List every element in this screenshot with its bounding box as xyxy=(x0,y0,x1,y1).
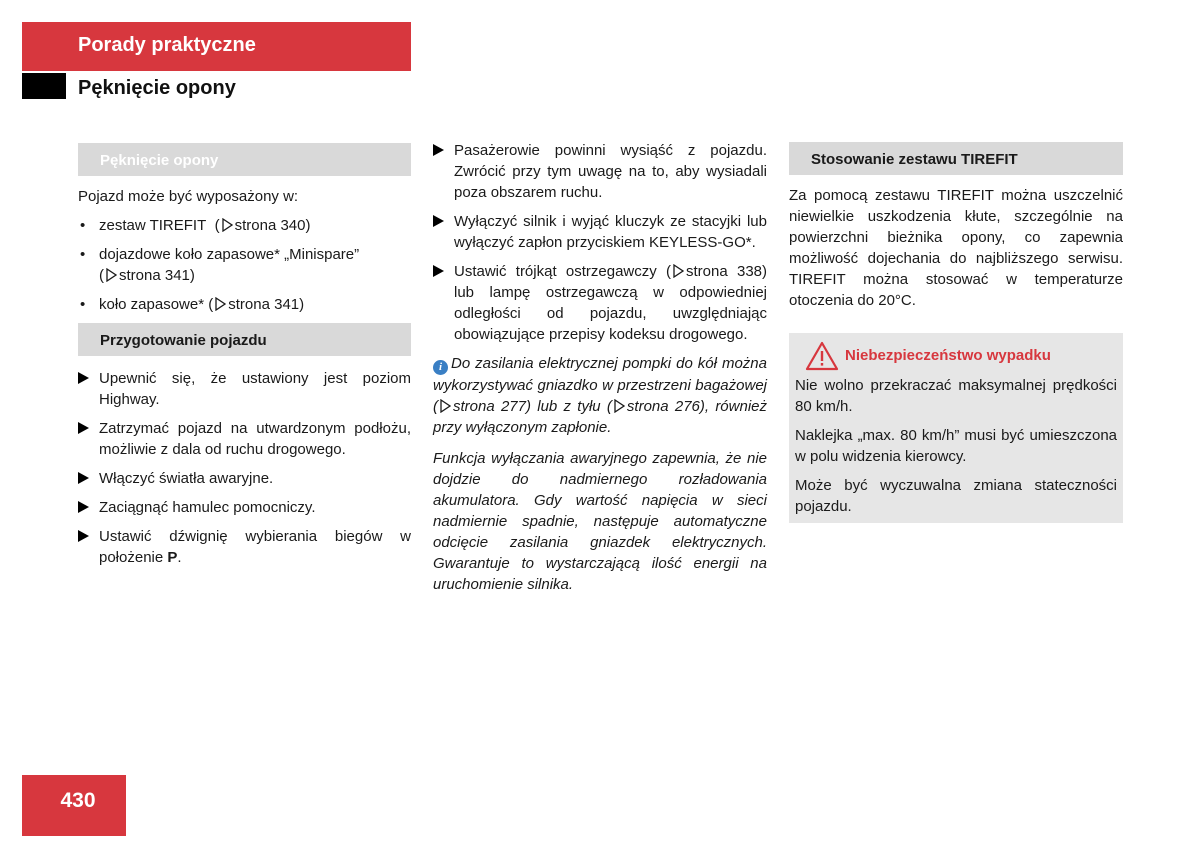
column-2 xyxy=(433,140,767,595)
section-title-vehicle-prep: Przygotowanie pojazdu xyxy=(78,323,411,356)
step-item: Włączyć światła awaryjne. xyxy=(78,468,411,489)
warning-text: Nie wolno przekraczać maksymalnej prędkości 80 km/h. xyxy=(795,377,1117,415)
page-ref-arrow-icon xyxy=(222,218,233,232)
chapter-header xyxy=(22,22,411,71)
column-3 xyxy=(789,142,1123,523)
page-number: 430 xyxy=(60,789,96,812)
step-arrow-icon xyxy=(78,472,89,484)
step-arrow-icon xyxy=(78,422,89,434)
prep-steps xyxy=(78,368,411,568)
page-ref-arrow-icon xyxy=(440,399,451,413)
page-title: Pęknięcie opony xyxy=(78,77,236,99)
column-1 xyxy=(78,143,411,576)
info-icon: i xyxy=(433,360,448,375)
warning-text: Naklejka „max. 80 km/h” musi być umieszczona w polu widzenia kierowcy. xyxy=(795,427,1117,465)
list-item: • dojazdowe koło zapasowe* „Minispare” ( strona 341) xyxy=(78,244,411,286)
step-arrow-icon xyxy=(78,530,89,542)
step-arrow-icon xyxy=(433,265,444,277)
step-arrow-icon xyxy=(78,372,89,384)
section-title-tire-damage: Pęknięcie opony xyxy=(78,143,411,176)
tirefit-description: Za pomocą zestawu TIREFIT można uszczelnić niewielkie uszkodzenia kłute, szczególnie na powierzchni bieżnika opony, co zapewnia możliwość dojechania do najbliższego serwisu. TIREFIT można stosować w temperaturze otoczenia do 20°C. xyxy=(789,187,1123,309)
page-ref-arrow-icon xyxy=(673,264,684,278)
chapter-title: Porady praktyczne xyxy=(78,34,256,56)
page-ref-arrow-icon xyxy=(106,268,117,282)
step-item: Upewnić się, że ustawiony jest poziom Highway. xyxy=(78,368,411,410)
step-item: Wyłączyć silnik i wyjąć kluczyk ze stacyjki lub wyłączyć zapłon przyciskiem KEYLESS-GO*. xyxy=(433,211,767,253)
step-item: Ustawić dźwignię wybierania biegów w położenie P. xyxy=(78,526,411,568)
page-ref-arrow-icon xyxy=(215,297,226,311)
step-item: Ustawić trójkąt ostrzegawczy ( strona 338) lub lampę ostrzegawczą w odpowiedniej odległości od pojazdu, uwzględniając obowiązujące przepisy kodeksu drogowego. xyxy=(433,261,767,345)
warning-title: Niebezpieczeństwo wypadku xyxy=(795,343,1117,369)
step-item: Zatrzymać pojazd na utwardzonym podłożu, możliwie z dala od ruchu drogowego. xyxy=(78,418,411,460)
list-item: • zestaw TIREFIT ( strona 340) xyxy=(78,215,411,236)
equipment-list xyxy=(78,215,411,315)
step-arrow-icon xyxy=(78,501,89,513)
battery-protection-note: Funkcja wyłączania awaryjnego zapewnia, że nie dojdzie do nadmiernego rozładowania akumulatora. Gdy wartość napięcia w sieci nadmiernie spadnie, następuje automatyczne odcięcie zasilania gniazdek elektrycznych. Gwarantuje to wystarczającą ilość energii na uruchomienie silnika. xyxy=(433,450,767,593)
safety-steps xyxy=(433,140,767,345)
step-arrow-icon xyxy=(433,215,444,227)
page-number-box xyxy=(22,775,126,836)
page-ref-arrow-icon xyxy=(614,399,625,413)
warning-text: Może być wyczuwalna zmiana stateczności pojazdu. xyxy=(795,477,1117,515)
intro-text: Pojazd może być wyposażony w: xyxy=(78,188,299,205)
section-title-tirefit: Stosowanie zestawu TIREFIT xyxy=(789,142,1123,175)
title-marker xyxy=(22,73,66,99)
warning-triangle-icon xyxy=(805,341,839,371)
step-item: Pasażerowie powinni wysiąść z pojazdu. Zwrócić przy tym uwagę na to, aby wysiadali poza obszarem ruchu. xyxy=(433,140,767,203)
step-item: Zaciągnąć hamulec pomocniczy. xyxy=(78,497,411,518)
step-arrow-icon xyxy=(433,144,444,156)
list-item: • koło zapasowe* ( strona 341) xyxy=(78,294,411,315)
info-note: i Do zasilania elektrycznej pompki do kół można wykorzystywać gniazdko w przestrzeni bagażowej ( strona 277) lub z tyłu ( strona 276), również przy wyłączonym zapłonie. xyxy=(433,355,768,436)
warning-box xyxy=(789,333,1123,523)
